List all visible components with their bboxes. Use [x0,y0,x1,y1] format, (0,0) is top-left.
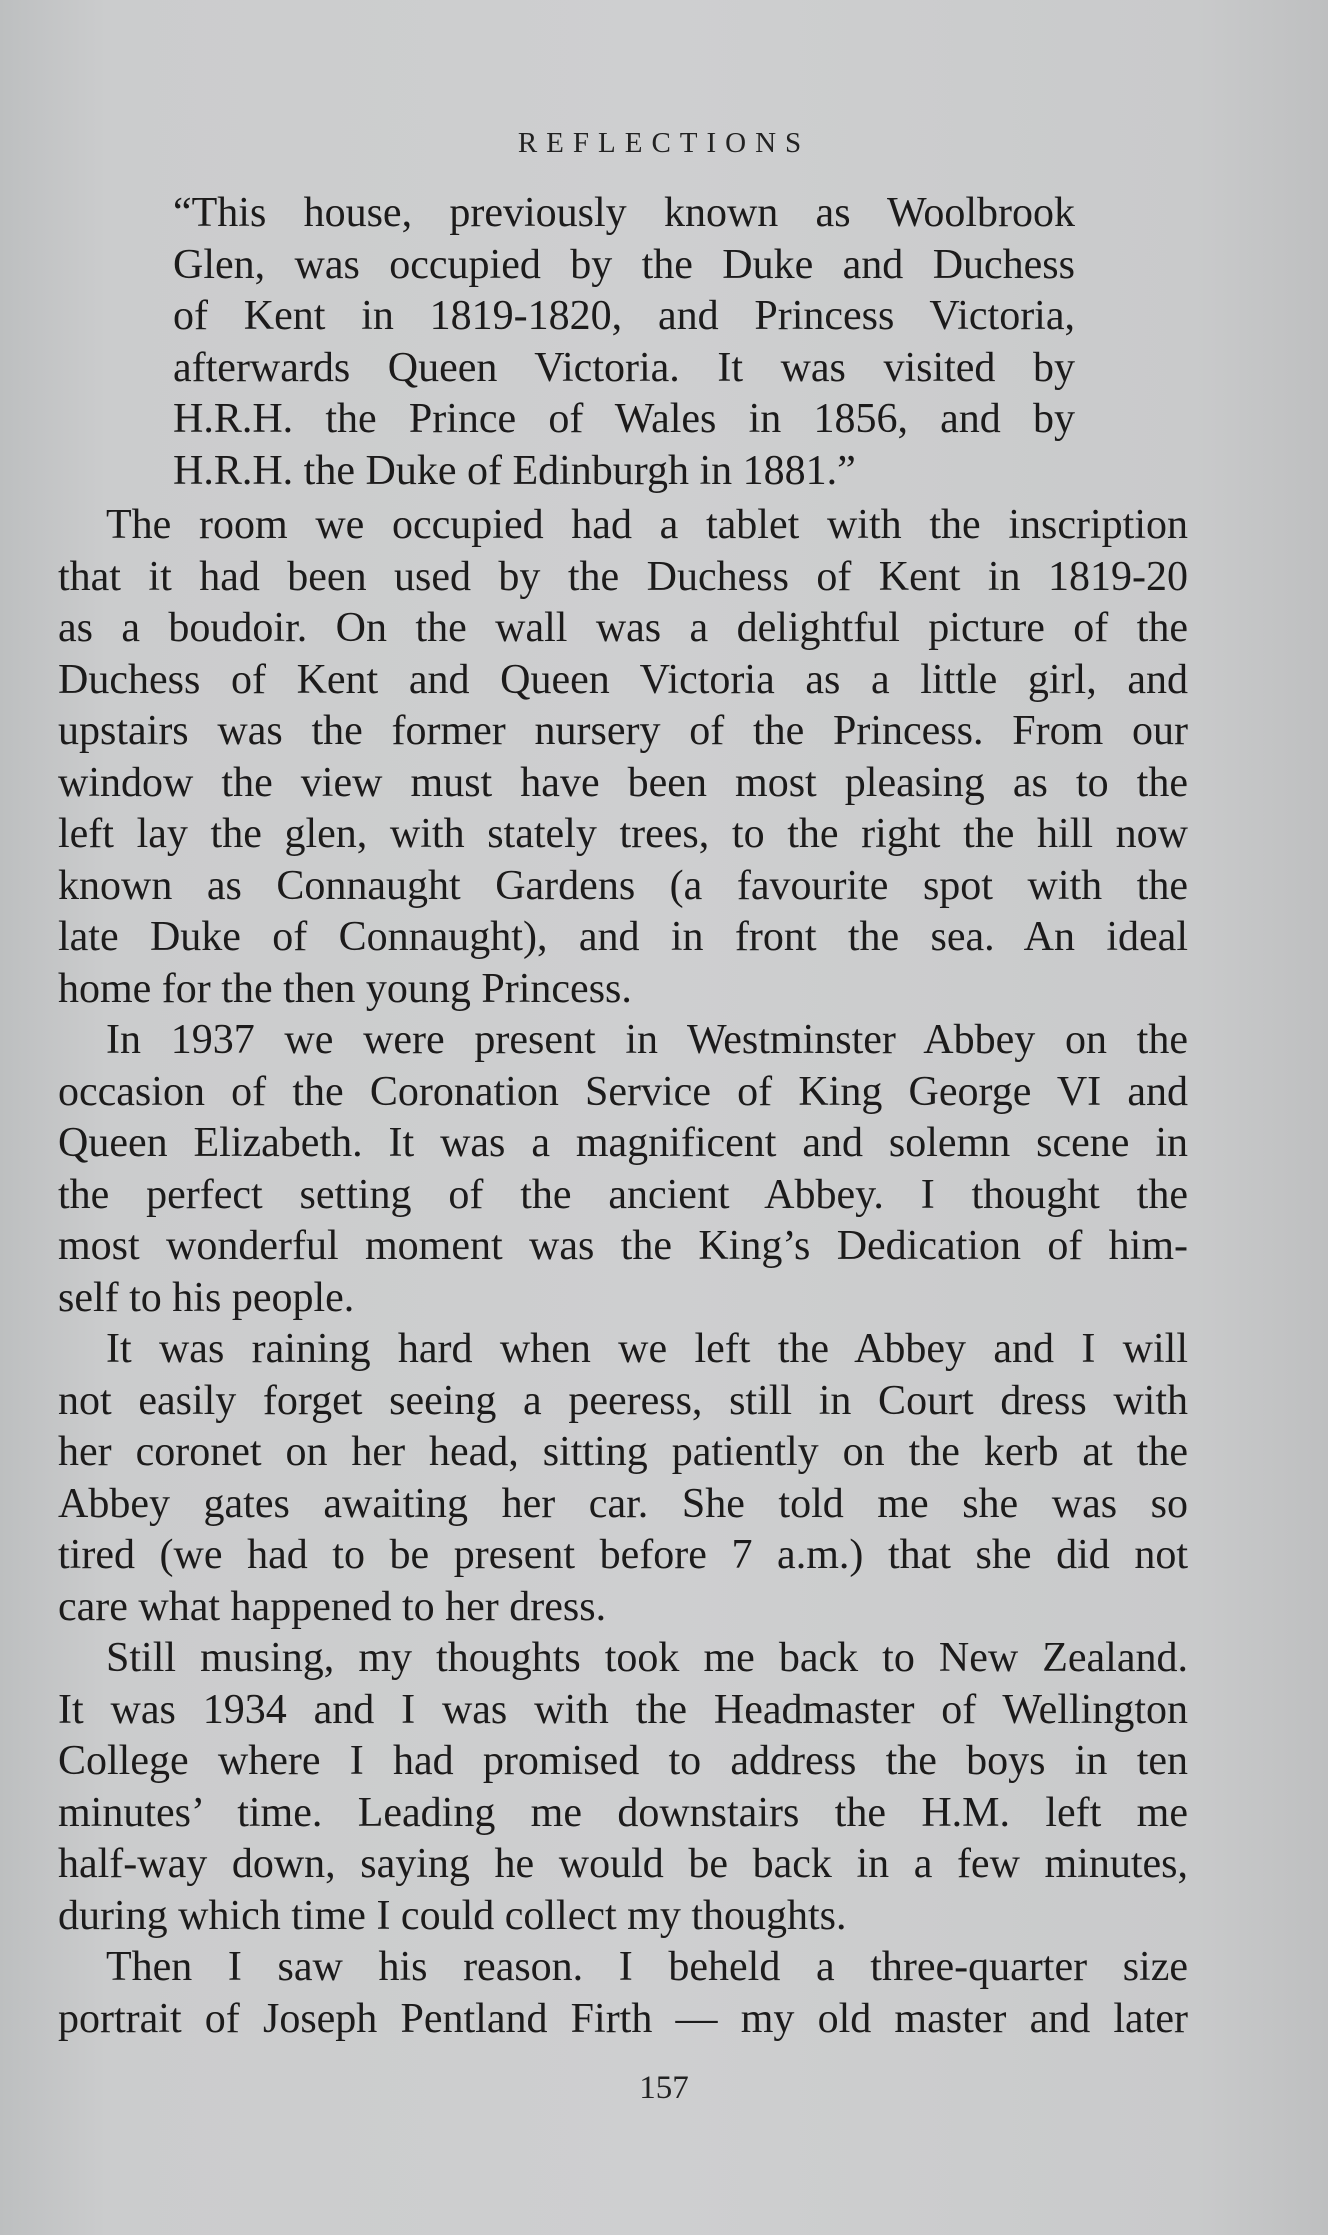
text-line: her coronet on her head, sitting patiently on the kerb at the [58,1429,1188,1475]
text-line: minutes’ time. Leading me downstairs the H.M. left me [58,1789,1188,1836]
text-line: home for the then young Princess. [58,965,632,1012]
text-line: left lay the glen, with stately trees, to the right the hill now [58,811,1188,857]
quote-line: afterwards Queen Victoria. It was visited by [173,344,1075,391]
text-line: occasion of the Coronation Service of King George VI and [58,1068,1188,1115]
quote-line: H.R.H. the Prince of Wales in 1856, and by [173,396,1075,442]
body-text [58,500,1188,2045]
text-line: the perfect setting of the ancient Abbey. I thought the [58,1171,1188,1218]
text-line: most wonderful moment was the King’s Dedication of him- [58,1223,1188,1269]
quote-line: of Kent in 1819-1820, and Princess Victoria, [173,293,1075,339]
text-line: Abbey gates awaiting her car. She told me she was so [58,1480,1188,1527]
text-line: that it had been used by the Duchess of Kent in 1819-20 [58,553,1188,600]
text-line: not easily forget seeing a peeress, still in Court dress with [58,1377,1188,1424]
text-line: as a boudoir. On the wall was a delightful picture of the [58,605,1188,651]
text-line: In 1937 we were present in Westminster Abbey on the [106,1017,1188,1063]
text-line: It was raining hard when we left the Abbey and I will [106,1326,1188,1372]
text-line: Queen Elizabeth. It was a magnificent and solemn scene in [58,1120,1188,1166]
text-line: Still musing, my thoughts took me back to New Zealand. [106,1635,1188,1681]
text-line: half-way down, saying he would be back in a few minutes, [58,1841,1188,1887]
block-quote [173,188,1075,497]
quote-line: Glen, was occupied by the Duke and Duchess [173,241,1075,288]
text-line: during which time I could collect my thoughts. [58,1892,847,1939]
text-line: College where I had promised to address the boys in ten [58,1738,1188,1784]
text-line: known as Connaught Gardens (a favourite spot with the [58,862,1188,909]
text-line: It was 1934 and I was with the Headmaster of Wellington [58,1686,1188,1733]
text-line: late Duke of Connaught), and in front the sea. An ideal [58,914,1188,960]
page-number: 157 [639,2070,689,2106]
text-line: window the view must have been most pleasing as to the [58,759,1188,806]
quote-line: H.R.H. the Duke of Edinburgh in 1881.” [173,447,856,494]
text-line: Duchess of Kent and Queen Victoria as a little girl, and [58,656,1188,703]
text-line: self to his people. [58,1274,355,1321]
text-line: tired (we had to be present before 7 a.m.) that she did not [58,1532,1188,1578]
running-head: REFLECTIONS [517,127,811,159]
text-line: care what happened to her dress. [58,1583,607,1630]
text-line: portrait of Joseph Pentland Firth — my old master and later [58,1995,1188,2042]
quote-line: “This house, previously known as Woolbrook [173,190,1075,236]
text-line: Then I saw his reason. I beheld a three-quarter size [106,1944,1188,1990]
text-line: upstairs was the former nursery of the Princess. From our [58,708,1188,754]
text-line: The room we occupied had a tablet with the inscription [106,502,1188,548]
